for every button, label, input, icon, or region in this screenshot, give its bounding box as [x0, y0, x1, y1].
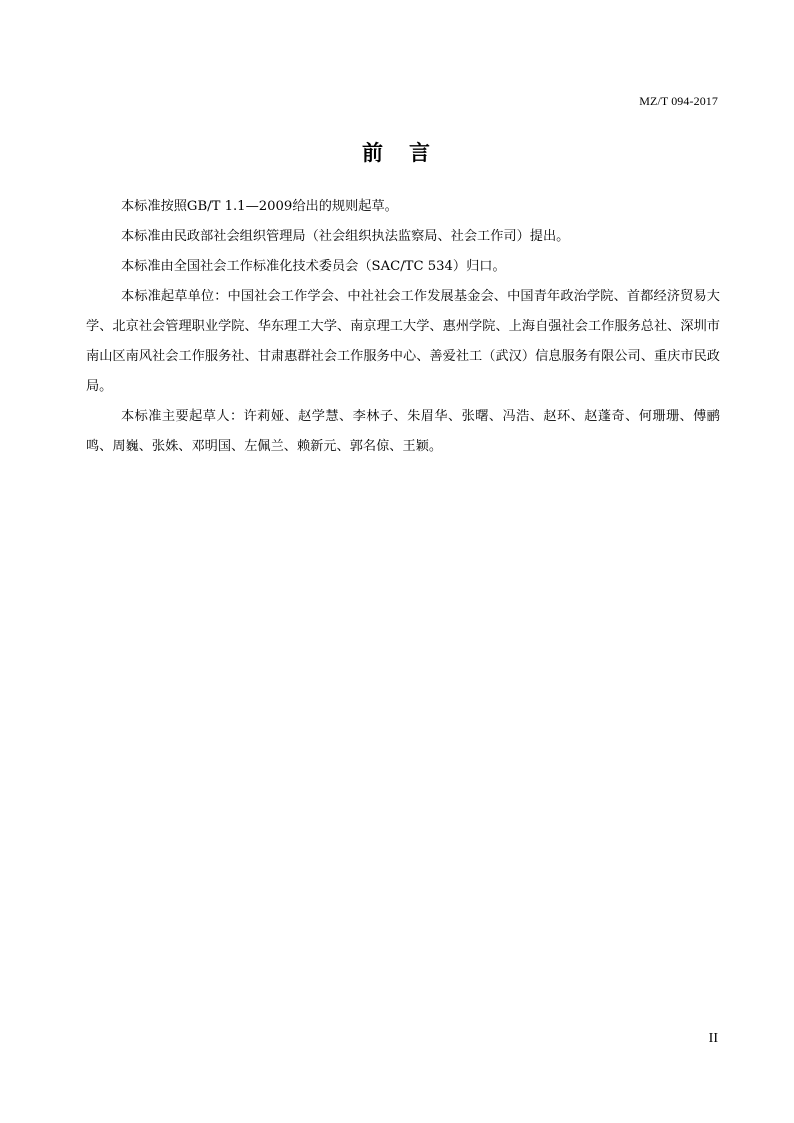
title-part-2: 言 [409, 141, 432, 165]
paragraph-centralized-unit: 本标准由全国社会工作标准化技术委员会（SAC/TC 534）归口。 [121, 259, 506, 274]
paragraph-drafting-units: 本标准起草单位：中国社会工作学会、中社社会工作发展基金会、中国青年政治学院、首都经济贸易大学、北京社会管理职业学院、华东理工大学、南京理工大学、惠州学院、上海自强社会工作服务总社、深圳市南山区南风社会工作服务社、甘肃惠群社会工作服务中心、善爱社工（武汉）信息服务有限公司、重庆市民政局。 [86, 289, 720, 394]
standard-code: MZ/T 094-2017 [639, 94, 718, 108]
paragraph-proposer: 本标准由民政部社会组织管理局（社会组织执法监察局、社会工作司）提出。 [121, 229, 570, 244]
foreword-body [86, 192, 720, 462]
page-number: II [708, 1031, 718, 1046]
paragraph-main-drafters: 本标准主要起草人：许莉娅、赵学慧、李林子、朱眉华、张曙、冯浩、赵环、赵蓬奇、何珊珊、傅鹂鸣、周巍、张姝、邓明国、左佩兰、赖新元、郭名倞、王颖。 [86, 409, 720, 454]
page-title [0, 137, 794, 167]
paragraph-drafting-rules: 本标准按照GB/T 1.1—2009给出的规则起草。 [121, 199, 398, 214]
title-part-1: 前 [362, 141, 385, 165]
